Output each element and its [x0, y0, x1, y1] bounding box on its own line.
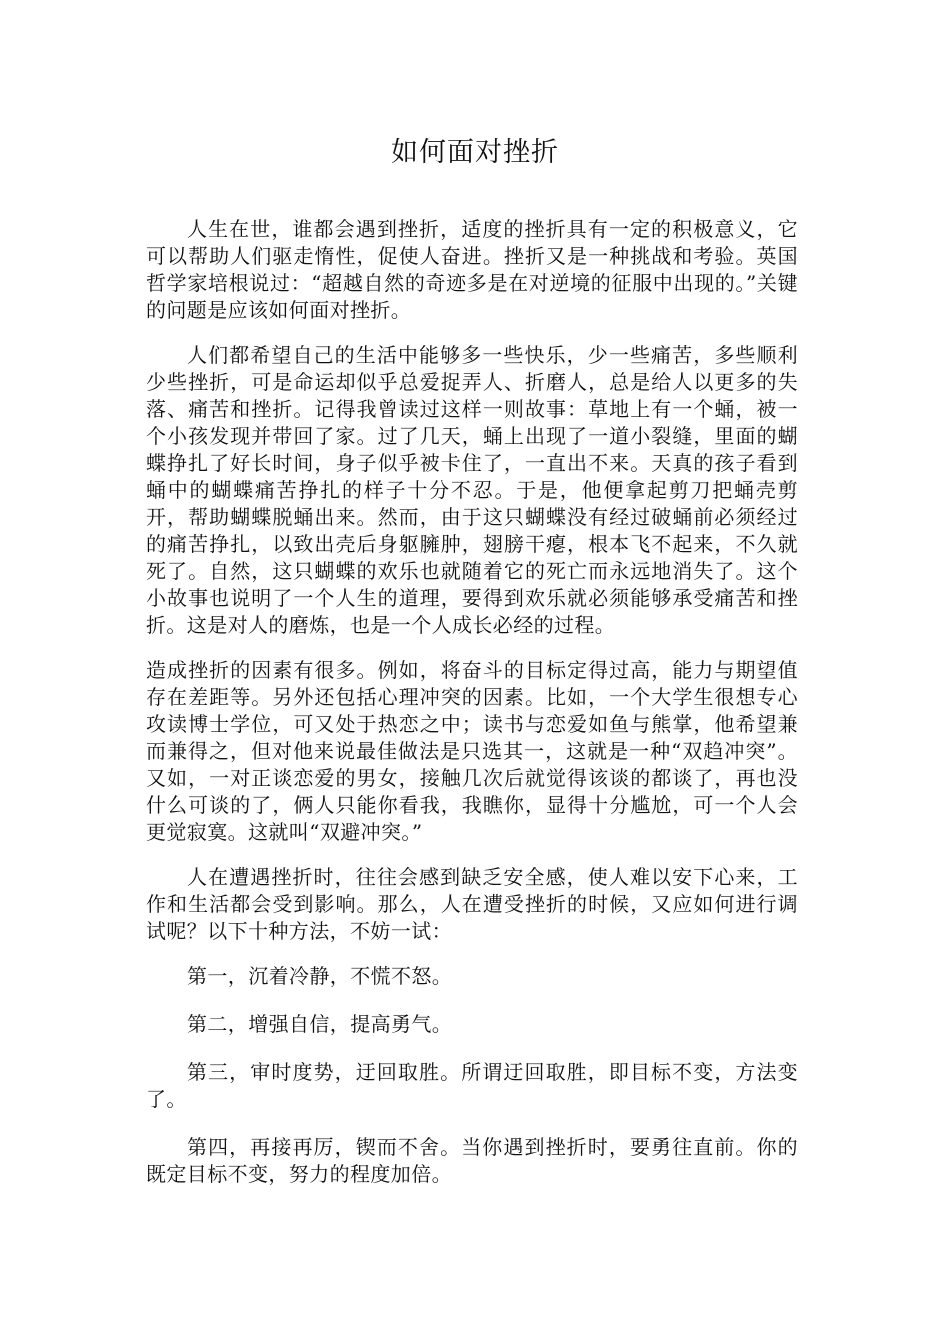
paragraph-intro: 人生在世，谁都会遇到挫折，适度的挫折具有一定的积极意义，它可以帮助人们驱走惰性，促使人奋进。挫折又是一种挑战和考验。英国哲学家培根说过：“超越自然的奇迹多是在对逆境的征服中出现的。”关键的问题是应该如何面对挫折。: [146, 217, 798, 322]
paragraph-methods-intro: 人在遭遇挫折时，往往会感到缺乏安全感，使人难以安下心来，工作和生活都会受到影响。那么，人在遭受挫折的时候，又应如何进行调试呢？以下十种方法，不妨一试：: [146, 865, 798, 943]
document-body: [146, 216, 798, 1209]
paragraph-causes: 造成挫折的因素有很多。例如，将奋斗的目标定得过高，能力与期望值存在差距等。另外还包括心理冲突的因素。比如，一个大学生很想专心攻读博士学位，可又处于热恋之中；读书与恋爱如鱼与熊掌，他希望兼而兼得之，但对他来说最佳做法是只选其一，这就是一种“双趋冲突”。又如，一对正谈恋爱的男女，接触几次后就觉得该谈的都谈了，再也没什么可谈的了，俩人只能你看我，我瞧你，显得十分尴尬，可一个人会更觉寂寞。这就叫“双避冲突。”: [146, 658, 798, 844]
document-title: 如何面对挫折: [391, 137, 559, 168]
method-item-2: 第二，增强自信，提高勇气。: [187, 1012, 453, 1036]
method-item-1: 第一，沉着冷静，不慌不怒。: [187, 964, 453, 988]
method-item-3: 第三，审时度势，迂回取胜。所谓迂回取胜，即目标不变，方法变了。: [146, 1060, 798, 1111]
method-item-4: 第四，再接再厉，锲而不舍。当你遇到挫折时，要勇往直前。你的既定目标不变，努力的程度加倍。: [146, 1135, 798, 1186]
paragraph-butterfly-story: 人们都希望自己的生活中能够多一些快乐，少一些痛苦，多些顺利少些挫折，可是命运却似乎总爱捉弄人、折磨人，总是给人以更多的失落、痛苦和挫折。记得我曾读过这样一则故事：草地上有一个蛹，被一个小孩发现并带回了家。过了几天，蛹上出现了一道小裂缝，里面的蝴蝶挣扎了好长时间，身子似乎被卡住了，一直出不来。天真的孩子看到蛹中的蝴蝶痛苦挣扎的样子十分不忍。于是，他便拿起剪刀把蛹壳剪开，帮助蝴蝶脱蛹出来。然而，由于这只蝴蝶没有经过破蛹前必须经过的痛苦挣扎，以致出壳后身躯臃肿，翅膀干瘪，根本飞不起来，不久就死了。自然，这只蝴蝶的欢乐也就随着它的死亡而永远地消失了。这个小故事也说明了一个人生的道理，要得到欢乐就必须能够承受痛苦和挫折。这是对人的磨炼，也是一个人成长必经的过程。: [146, 343, 798, 637]
